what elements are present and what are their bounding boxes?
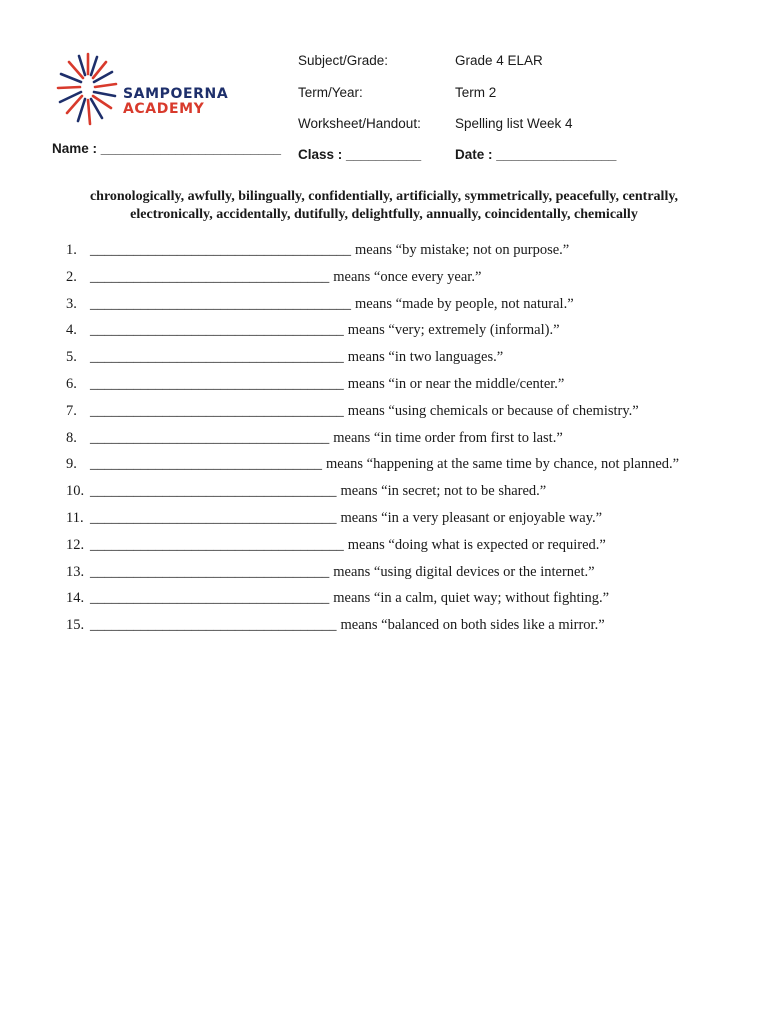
worksheet-handout-value: Spelling list Week 4 [455, 116, 573, 131]
exercise-list [66, 240, 746, 642]
item-number: 7. [66, 402, 77, 419]
item-definition: means “using chemicals or because of chemistry.” [347, 402, 639, 419]
exercise-item-11 [66, 508, 746, 535]
exercise-item-3 [66, 294, 746, 321]
term-year-value: Term 2 [455, 85, 497, 100]
name-field: Name : ________________________ [52, 141, 281, 156]
item-number: 15. [66, 617, 85, 634]
class-field: Class : __________ [298, 147, 422, 162]
item-number: 11. [66, 509, 84, 526]
word-bank [40, 188, 728, 223]
answer-blank: __________________________________ [90, 617, 337, 634]
exercise-item-14 [66, 588, 746, 615]
exercise-item-12 [66, 535, 746, 562]
item-definition: means “in secret; not to be shared.” [340, 483, 547, 500]
date-field: Date : ________________ [455, 147, 617, 162]
exercise-item-13 [66, 562, 746, 589]
item-definition: means “in a very pleasant or enjoyable way.” [340, 509, 603, 526]
answer-blank: _________________________________ [90, 590, 330, 607]
item-definition: means “in a calm, quiet way; without fighting.” [333, 590, 610, 607]
answer-blank: ____________________________________ [90, 242, 351, 258]
exercise-item-8 [66, 428, 746, 455]
answer-blank: _________________________________ [90, 429, 330, 446]
item-definition: means “in two languages.” [347, 349, 504, 366]
exercise-item-9 [66, 454, 746, 481]
exercise-item-15 [66, 615, 746, 642]
item-number: 9. [66, 456, 77, 473]
item-number: 2. [66, 268, 77, 285]
answer-blank: ____________________________________ [90, 295, 351, 312]
item-definition: means “using digital devices or the internet.” [333, 563, 595, 580]
item-number: 13. [66, 563, 85, 580]
exercise-item-10 [66, 481, 746, 508]
term-year-label: Term/Year: [298, 85, 363, 100]
answer-blank: ___________________________________ [90, 536, 344, 553]
word-bank-line-2: electronically, accidentally, dutifully, delightfully, annually, coincidentally, chemically [130, 206, 638, 222]
exercise-item-6 [66, 374, 746, 401]
item-definition: means “made by people, not natural.” [355, 295, 574, 312]
item-definition: means “very; extremely (informal).” [347, 322, 560, 339]
item-number: 1. [66, 242, 77, 258]
answer-blank: ___________________________________ [90, 375, 344, 392]
item-number: 14. [66, 590, 85, 607]
item-number: 3. [66, 295, 77, 312]
item-number: 10. [66, 483, 85, 500]
item-definition: means “in or near the middle/center.” [347, 375, 565, 392]
item-number: 6. [66, 375, 77, 392]
item-definition: means “doing what is expected or required.” [347, 536, 606, 553]
exercise-item-1 [66, 240, 746, 267]
logo-text-academy: ACADEMY [123, 101, 205, 117]
item-definition: means “balanced on both sides like a mirror.” [340, 617, 605, 634]
answer-blank: _________________________________ [90, 563, 330, 580]
starburst-icon [56, 50, 120, 130]
answer-blank: ___________________________________ [90, 349, 344, 366]
item-number: 4. [66, 322, 77, 339]
subject-grade-value: Grade 4 ELAR [455, 53, 543, 68]
answer-blank: ___________________________________ [90, 402, 344, 419]
exercise-item-7 [66, 401, 746, 428]
item-definition: means “happening at the same time by chance, not planned.” [326, 456, 680, 473]
answer-blank: ___________________________________ [90, 322, 344, 339]
item-definition: means “in time order from first to last.” [333, 429, 563, 446]
answer-blank: ________________________________ [90, 456, 322, 473]
item-number: 12. [66, 536, 85, 553]
worksheet-handout-label: Worksheet/Handout: [298, 116, 421, 131]
item-definition: means “once every year.” [333, 268, 482, 285]
logo-text-sampoerna: SAMPOERNA [123, 86, 229, 102]
word-bank-line-1: chronologically, awfully, bilingually, confidentially, artificially, symmetrically, peacefully, centrally, [89, 189, 679, 204]
answer-blank: __________________________________ [90, 509, 337, 526]
exercise-item-4 [66, 320, 746, 347]
item-definition: means “by mistake; not on purpose.” [355, 242, 570, 258]
exercise-item-5 [66, 347, 746, 374]
answer-blank: _________________________________ [90, 268, 330, 285]
academy-logo [56, 50, 246, 130]
item-number: 8. [66, 429, 77, 446]
item-number: 5. [66, 349, 77, 366]
exercise-item-2 [66, 267, 746, 294]
subject-grade-label: Subject/Grade: [298, 53, 389, 68]
answer-blank: __________________________________ [90, 483, 337, 500]
